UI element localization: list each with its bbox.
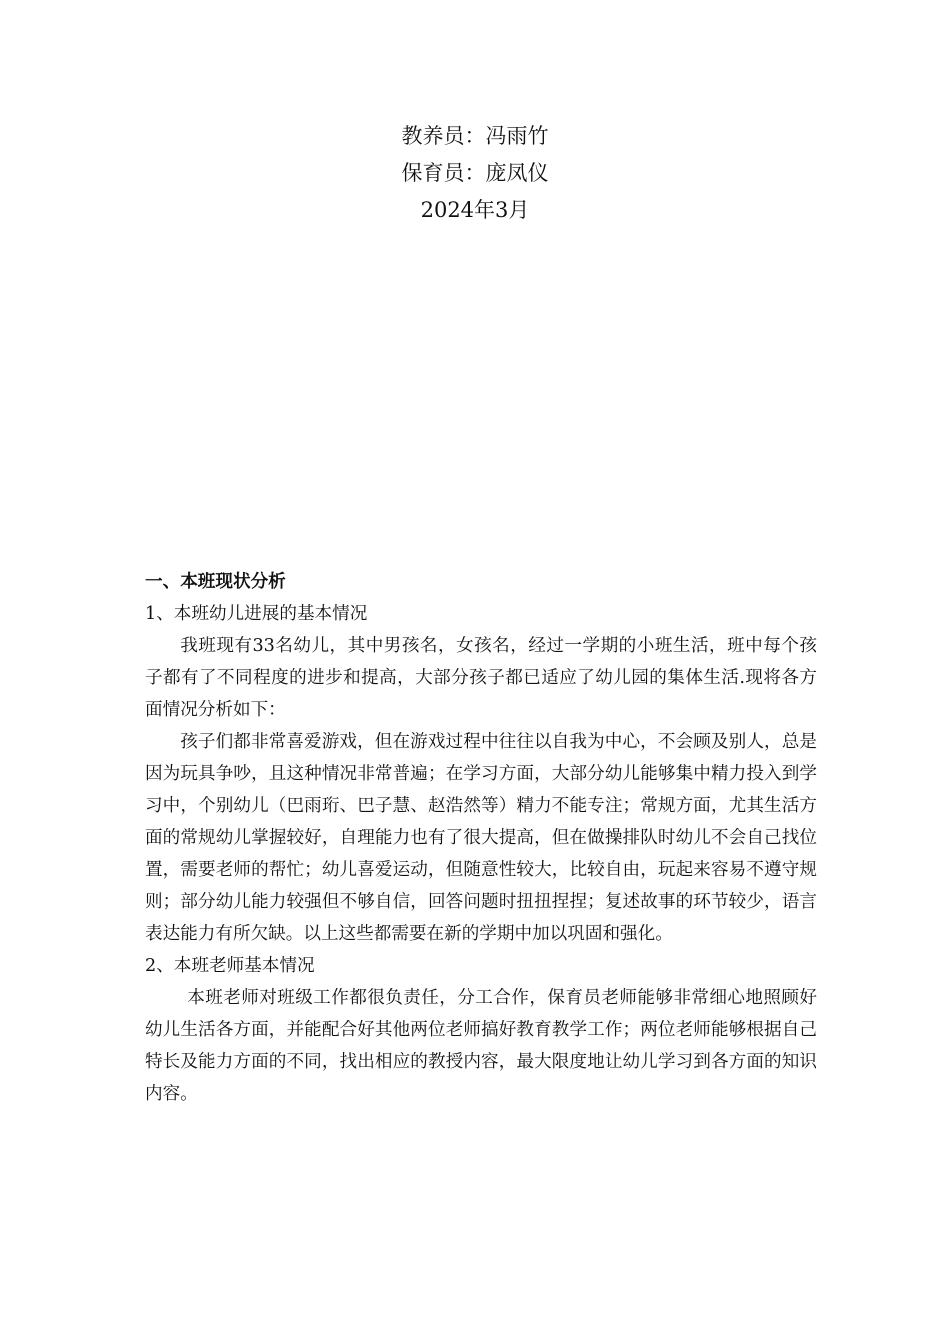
- document-body: [145, 566, 817, 1110]
- paragraph: 我班现有33名幼儿，其中男孩名，女孩名，经过一学期的小班生活，班中每个孩子都有了不同程度的进步和提高，大部分孩子都已适应了幼儿园的集体生活.现将各方面情况分析如下：: [145, 636, 817, 720]
- caregiver-line: 保育员：庞凤仪: [401, 161, 549, 185]
- date-line: 2024年3月: [420, 198, 530, 222]
- paragraph: 孩子们都非常喜爱游戏，但在游戏过程中往往以自我为中心，不会顾及别人，总是因为玩具争吵，且这种情况非常普遍；在学习方面，大部分幼儿能够集中精力投入到学习中，个别幼儿（巴雨珩、巴子慧、赵浩然等）精力不能专注；常规方面，尤其生活方面的常规幼儿掌握较好，自理能力也有了很大提高，但在做操排队时幼儿不会自己找位置，需要老师的帮忙；幼儿喜爱运动，但随意性较大，比较自由，玩起来容易不遵守规则；部分幼儿能力较强但不够自信，回答问题时扭扭捏捏；复述故事的环节较少，语言表达能力有所欠缺。以上这些都需要在新的学期中加以巩固和强化。: [145, 732, 817, 944]
- paragraph: 本班老师对班级工作都很负责任，分工合作，保育员老师能够非常细心地照顾好幼儿生活各方面，并能配合好其他两位老师搞好教育教学工作；两位老师能够根据自己特长及能力方面的不同，找出相应的教授内容，最大限度地让幼儿学习到各方面的知识内容。: [145, 988, 817, 1104]
- section-heading: 一、本班现状分析: [145, 571, 286, 592]
- cover-block: [0, 118, 950, 229]
- subsection-heading: 1、本班幼儿进展的基本情况: [145, 604, 368, 624]
- subsection-heading: 2、本班老师基本情况: [145, 956, 315, 976]
- teacher-line: 教养员：冯雨竹: [401, 124, 549, 148]
